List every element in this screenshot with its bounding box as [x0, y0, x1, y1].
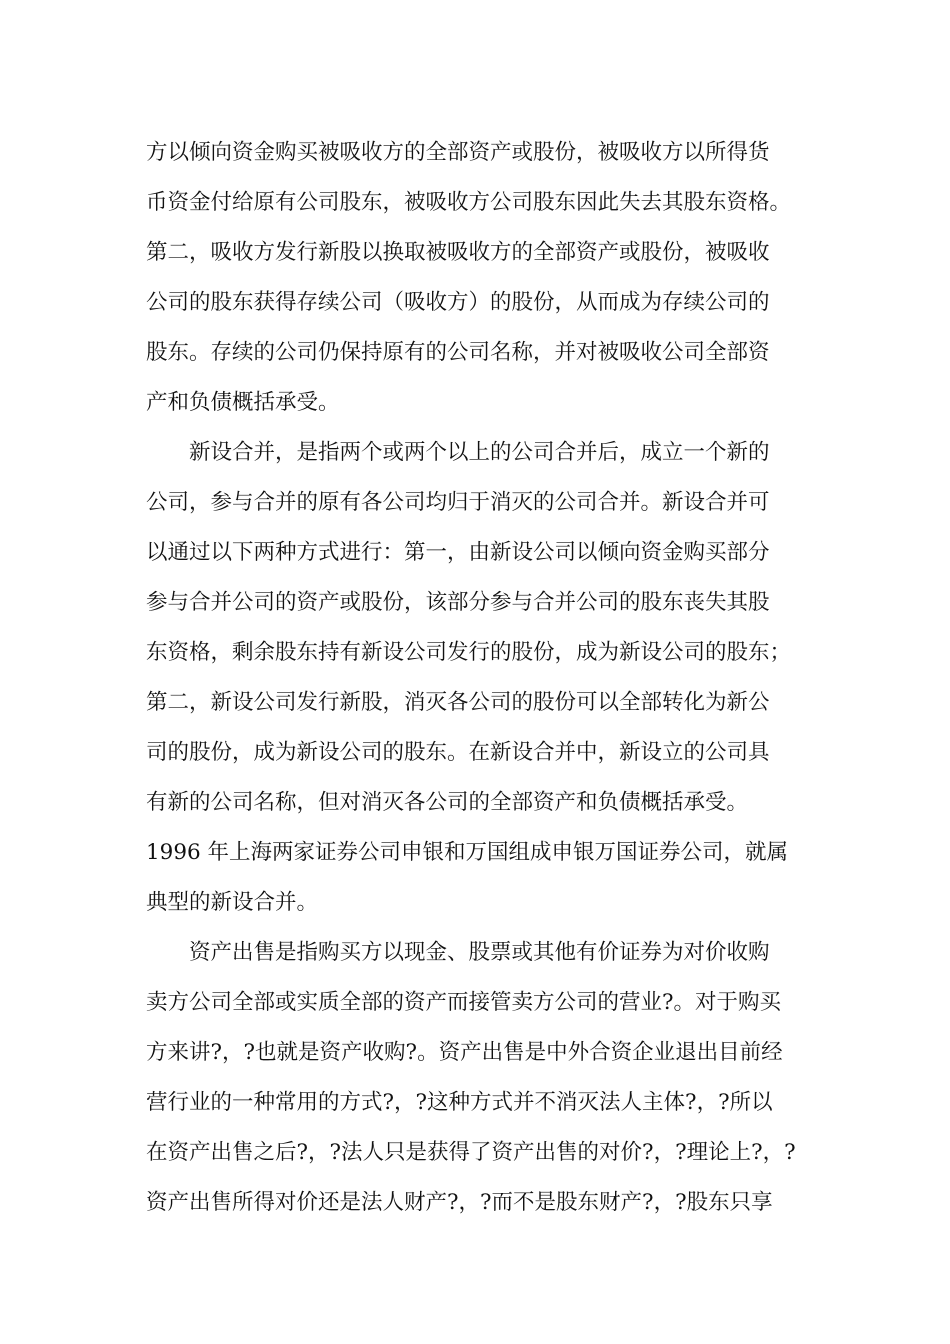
- text-line: 方以倾向资金购买被吸收方的全部资产或股份，被吸收方以所得货: [146, 140, 770, 165]
- text-line: 典型的新设合并。: [146, 890, 319, 915]
- text-line: 参与合并公司的资产或股份，该部分参与合并公司的股东丧失其股: [146, 590, 770, 615]
- text-line: 司的股份，成为新设公司的股东。在新设合并中，新设立的公司具: [146, 740, 770, 765]
- text-line: 卖方公司全部或实质全部的资产而接管卖方公司的营业?。对于购买: [146, 990, 782, 1015]
- text-line: 第二，新设公司发行新股，消灭各公司的股份可以全部转化为新公: [146, 690, 770, 715]
- document-body: [146, 128, 826, 1228]
- text-line: 公司，参与合并的原有各公司均归于消灭的公司合并。新设合并可: [146, 490, 770, 515]
- text-line: 资产出售所得对价还是法人财产?，?而不是股东财产?，?股东只享: [146, 1190, 773, 1215]
- text-line: 币资金付给原有公司股东，被吸收方公司股东因此失去其股东资格。: [146, 190, 792, 215]
- text-line: 股东。存续的公司仍保持原有的公司名称，并对被吸收公司全部资: [146, 340, 770, 365]
- text-line: 以通过以下两种方式进行：第一，由新设公司以倾向资金购买部分: [146, 540, 770, 565]
- text-line: 东资格，剩余股东持有新设公司发行的股份，成为新设公司的股东；: [146, 640, 792, 665]
- text-line: 营行业的一种常用的方式?，?这种方式并不消灭法人主体?，?所以: [146, 1090, 773, 1115]
- text-line: 公司的股东获得存续公司（吸收方）的股份，从而成为存续公司的: [146, 290, 770, 315]
- paragraph-first-line: 新设合并，是指两个或两个以上的公司合并后，成立一个新的: [189, 440, 770, 465]
- paragraph-first-line: 资产出售是指购买方以现金、股票或其他有价证券为对价收购: [189, 940, 770, 965]
- text-line: 第二，吸收方发行新股以换取被吸收方的全部资产或股份，被吸收: [146, 240, 770, 265]
- text-line: 有新的公司名称，但对消灭各公司的全部资产和负债概括承受。: [146, 790, 749, 815]
- text-line: 在资产出售之后?，?法人只是获得了资产出售的对价?，?理论上?，?: [146, 1140, 796, 1165]
- text-line: 1996 年上海两家证券公司申银和万国组成申银万国证券公司，就属: [146, 840, 789, 865]
- text-line: 方来讲?，?也就是资产收购?。资产出售是中外合资企业退出目前经: [146, 1040, 783, 1065]
- text-line: 产和负债概括承受。: [146, 390, 340, 415]
